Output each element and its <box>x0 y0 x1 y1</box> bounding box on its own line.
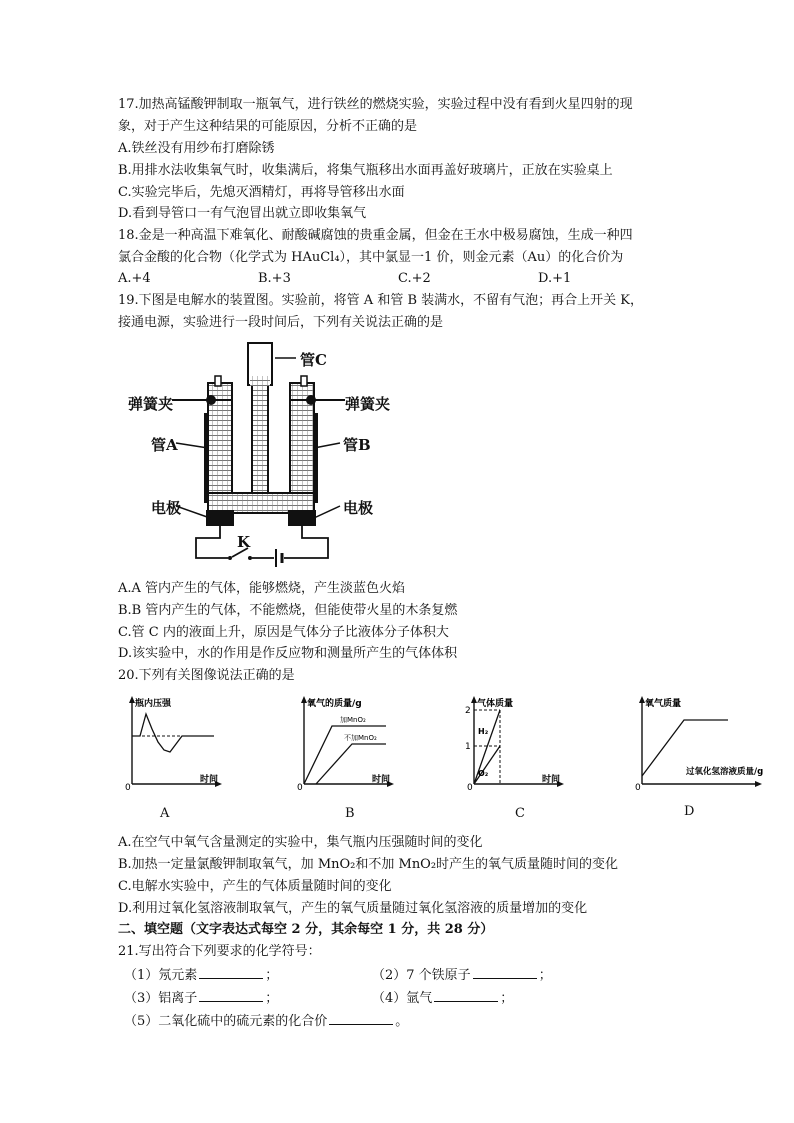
q21-item-1-label: （1）氖元素 <box>124 968 198 983</box>
electrolysis-apparatus-figure <box>120 338 420 578</box>
q20-option-a: A.在空气中氧气含量测定的实验中，集气瓶内压强随时间的变化 <box>118 835 483 850</box>
graph-a-origin: 0 <box>125 783 131 793</box>
label-tube-c: 管C <box>300 351 327 369</box>
label-clamp-left: 弹簧夹 <box>128 395 174 413</box>
q21-item-1: （1）氖元素 ； <box>124 965 278 985</box>
q20-option-b: B.加热一定量氯酸钾制取氧气，加 MnO₂和不加 MnO₂时产生的氧气质量随时间的变化 <box>118 857 619 872</box>
q21-item-2-blank[interactable] <box>473 965 537 979</box>
graph-a-curve <box>132 714 214 752</box>
label-switch-k: K <box>237 533 251 551</box>
graph-b-ylabel: 氧气的质量/g <box>307 699 362 709</box>
q18-stem-line2: 氯合金酸的化合物（化学式为 HAuCl₄），其中氯显一1 价，则金元素（Au）的化合价为 <box>118 250 624 265</box>
q17-option-b: B.用排水法收集氧气时，收集满后，将集气瓶移出水面再盖好玻璃片，正放在实验桌上 <box>118 163 613 178</box>
graph-b-caption: B <box>345 806 355 821</box>
electrode-left-block <box>206 510 234 526</box>
q17-option-c: C.实验完毕后，先熄灭酒精灯，再将导管移出水面 <box>118 185 405 200</box>
q18-stem-line1: 18.金是一种高温下难氧化、耐酸碱腐蚀的贵重金属，但金在王水中极易腐蚀，生成一种四 <box>118 228 633 243</box>
q17-stem-line2: 象，对于产生这种结果的可能原因，分析不正确的是 <box>118 119 418 134</box>
graph-b <box>290 694 410 794</box>
q21-item-4-label: （4）氩气 <box>372 991 433 1006</box>
graph-c-ylabel: 气体质量 <box>477 699 514 709</box>
graph-c <box>460 694 580 794</box>
graph-c-line-o2 <box>474 746 500 784</box>
q21-item-1-blank[interactable] <box>199 965 263 979</box>
q21-item-4-blank[interactable] <box>434 988 498 1002</box>
q21-item-2-label: （2）7 个铁原子 <box>372 968 471 983</box>
q19-stem-line2: 接通电源，实验进行一段时间后，下列有关说法正确的是 <box>118 315 444 330</box>
tube-c <box>248 343 272 510</box>
q21-item-3-label: （3）铝离子 <box>124 991 198 1006</box>
label-tube-b: 管B <box>343 436 371 454</box>
graph-c-label-h2: H₂ <box>478 727 489 736</box>
electrode-right-block <box>288 510 316 526</box>
q21-item-3: （3）铝离子 ； <box>124 988 278 1008</box>
q21-item-5-blank[interactable] <box>329 1011 393 1025</box>
q20-option-d: D.利用过氧化氢溶液制取氧气，产生的氧气质量随过氧化氢溶液的质量增加的变化 <box>118 901 588 916</box>
graph-d-caption: D <box>684 804 695 819</box>
q21-stem: 21.写出符合下列要求的化学符号： <box>118 944 321 959</box>
q17-stem-line1: 17.加热高锰酸钾制取一瓶氧气，进行铁丝的燃烧实验，实验过程中没有看到火星四射的现 <box>118 97 633 112</box>
graph-c-caption: C <box>515 806 525 821</box>
label-electrode-left: 电极 <box>151 499 182 517</box>
graph-b-origin: 0 <box>297 783 303 793</box>
section2-title: 二、填空题（文字表达式每空 2 分，其余每空 1 分，共 28 分） <box>118 922 494 937</box>
q21-item-3-blank[interactable] <box>199 988 263 1002</box>
q19-stem-line1: 19.下图是电解水的装置图。实验前，将管 A 和管 B 装满水，不留有气泡；再合上开关 K， <box>118 293 643 308</box>
q19-option-b: B.B 管内产生的气体，不能燃烧，但能使带火星的木条复燃 <box>118 603 458 618</box>
label-tube-a: 管A <box>151 436 178 454</box>
q18-option-c: C.+2 <box>398 271 431 286</box>
q21-item-4: （4）氩气 ； <box>372 988 513 1008</box>
q20-stem: 20.下列有关图像说法正确的是 <box>118 668 295 683</box>
graph-d-xlabel: 过氧化氢溶液质量/g <box>686 767 764 777</box>
q18-option-a: A.+4 <box>118 271 151 286</box>
q19-option-a: A.A 管内产生的气体，能够燃烧，产生淡蓝色火焰 <box>118 581 406 596</box>
q17-option-a: A.铁丝没有用纱布打磨除锈 <box>118 141 275 156</box>
q20-option-c: C.电解水实验中，产生的气体质量随时间的变化 <box>118 879 392 894</box>
graph-a-xlabel: 时间 <box>200 775 219 785</box>
graph-a-caption: A <box>160 806 170 821</box>
q18-option-d: D.+1 <box>538 271 572 286</box>
graph-b-label-without-mno2: 不加MnO₂ <box>344 734 377 742</box>
graph-d-origin: 0 <box>635 783 641 793</box>
q21-item-2: （2）7 个铁原子 ； <box>372 965 552 985</box>
q21-item-5-label: （5）二氧化硫中的硫元素的化合价 <box>124 1014 328 1029</box>
graph-d <box>628 694 768 794</box>
label-electrode-right: 电极 <box>343 499 374 517</box>
graph-a-ylabel: 瓶内压强 <box>135 699 172 709</box>
label-clamp-right: 弹簧夹 <box>345 395 391 413</box>
graph-c-origin: 0 <box>467 783 473 793</box>
q17-option-d: D.看到导管口一有气泡冒出就立即收集氧气 <box>118 206 367 221</box>
graph-c-label-o2: O₂ <box>478 769 489 778</box>
q19-option-d: D.该实验中，水的作用是作反应物和测量所产生的气体体积 <box>118 646 458 661</box>
graph-b-label-with-mno2: 加MnO₂ <box>340 716 366 724</box>
graph-c-tick-1: 1 <box>465 742 471 752</box>
graph-d-ylabel: 氧气质量 <box>645 699 682 709</box>
q19-option-c: C.管 C 内的液面上升，原因是气体分子比液体分子体积大 <box>118 625 449 640</box>
graph-a <box>118 694 238 794</box>
q18-option-b: B.+3 <box>258 271 291 286</box>
q21-item-5: （5）二氧化硫中的硫元素的化合价 。 <box>124 1011 408 1031</box>
graph-c-tick-2: 2 <box>465 706 471 716</box>
graph-c-xlabel: 时间 <box>542 775 561 785</box>
graph-b-xlabel: 时间 <box>372 775 391 785</box>
